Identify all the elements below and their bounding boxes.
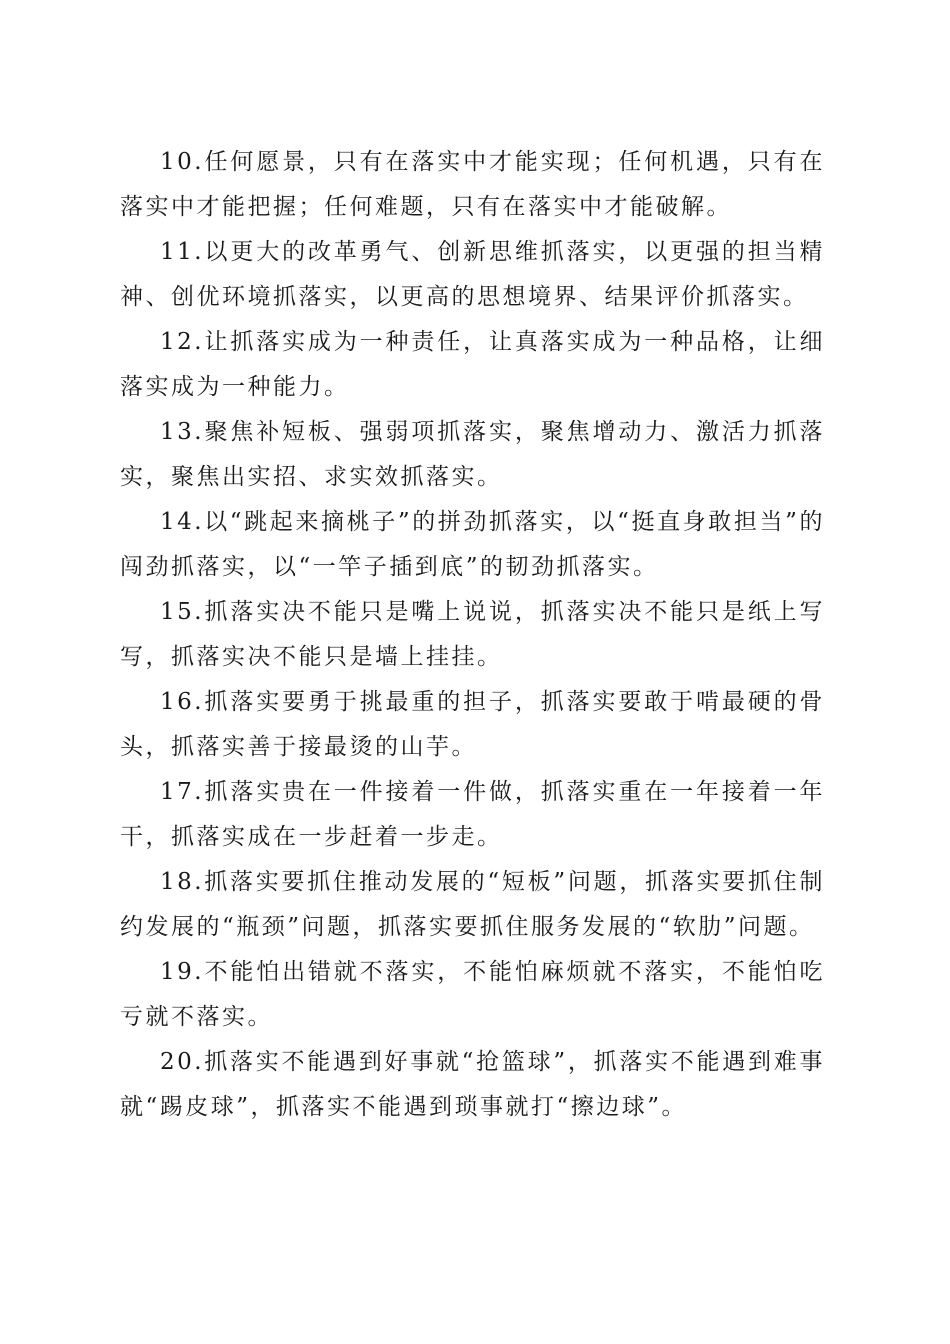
paragraph-13: 13.聚焦补短板、强弱项抓落实，聚焦增动力、激活力抓落实，聚焦出实招、求实效抓落实。 [120, 419, 825, 490]
paragraph-10: 10.任何愿景，只有在落实中才能实现；任何机遇，只有在落实中才能把握；任何难题，只有在落实中才能破解。 [120, 149, 825, 220]
paragraph-17: 17.抓落实贵在一件接着一件做，抓落实重在一年接着一年干，抓落实成在一步赶着一步走。 [120, 779, 825, 850]
document-body [120, 140, 825, 1130]
paragraph-16: 16.抓落实要勇于挑最重的担子，抓落实要敢于啃最硬的骨头，抓落实善于接最烫的山芋。 [120, 689, 825, 760]
paragraph-11: 11.以更大的改革勇气、创新思维抓落实，以更强的担当精神、创优环境抓落实，以更高的思想境界、结果评价抓落实。 [120, 239, 825, 310]
paragraph-20: 20.抓落实不能遇到好事就“抢篮球”，抓落实不能遇到难事就“踢皮球”，抓落实不能遇到琐事就打“擦边球”。 [120, 1049, 825, 1120]
paragraph-15: 15.抓落实决不能只是嘴上说说，抓落实决不能只是纸上写写，抓落实决不能只是墙上挂挂。 [120, 599, 825, 670]
paragraph-14: 14.以“跳起来摘桃子”的拼劲抓落实，以“挺直身敢担当”的闯劲抓落实，以“一竿子插到底”的韧劲抓落实。 [120, 509, 825, 580]
paragraph-18: 18.抓落实要抓住推动发展的“短板”问题，抓落实要抓住制约发展的“瓶颈”问题，抓落实要抓住服务发展的“软肋”问题。 [120, 869, 825, 940]
paragraph-19: 19.不能怕出错就不落实，不能怕麻烦就不落实，不能怕吃亏就不落实。 [120, 959, 825, 1030]
paragraph-12: 12.让抓落实成为一种责任，让真落实成为一种品格，让细落实成为一种能力。 [120, 329, 825, 400]
